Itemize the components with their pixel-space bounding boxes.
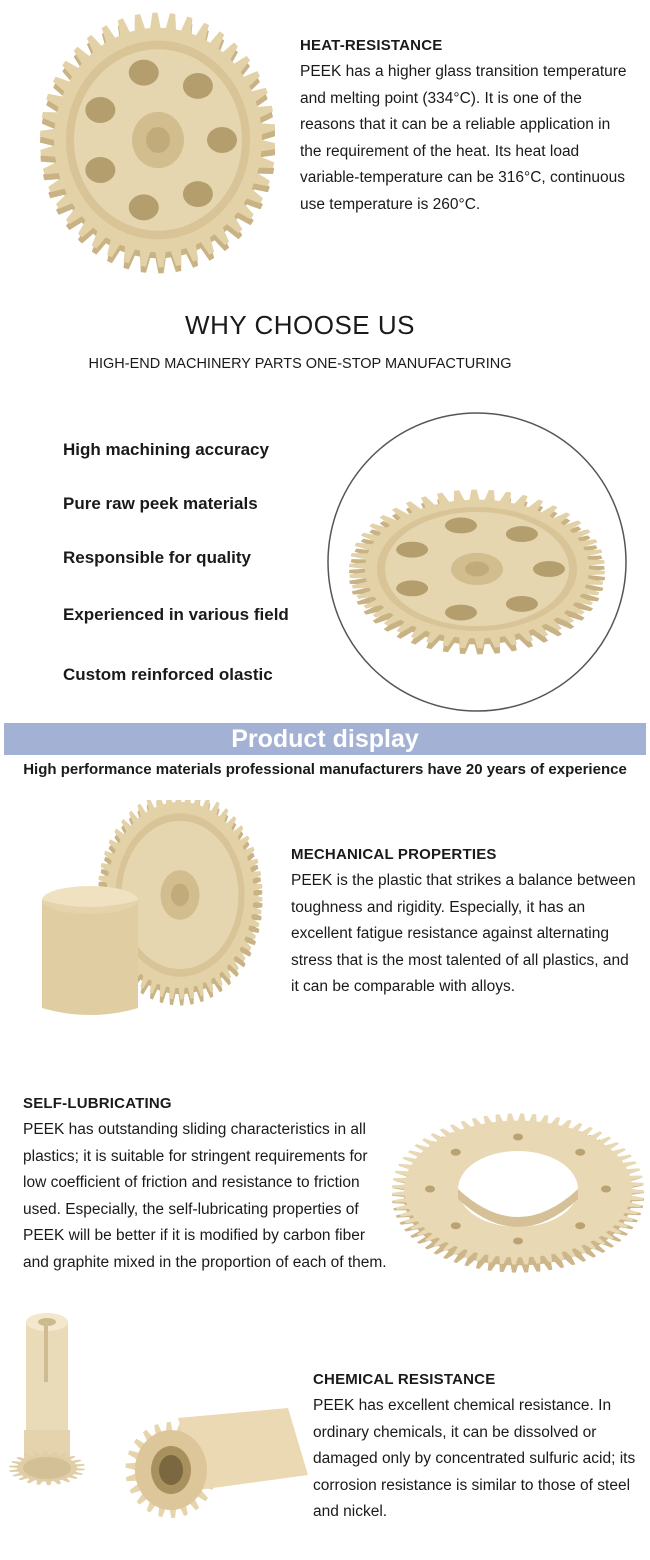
text-line: PEEK has outstanding sliding characteristics in all <box>23 1121 366 1138</box>
text-line: PEEK has a higher glass transition temperature <box>300 63 627 80</box>
feature-item: Custom reinforced olastic <box>63 665 273 684</box>
text-line: ordinary chemicals, it can be dissolved or <box>313 1423 597 1441</box>
product-display-subtitle: High performance materials professional manufacturers have 20 years of experience <box>23 761 627 778</box>
heat-resistance-text <box>300 59 627 218</box>
feature-item: Responsible for quality <box>63 548 251 567</box>
why-choose-us-subtitle: HIGH-END MACHINERY PARTS ONE-STOP MANUFACTURING <box>88 356 512 372</box>
chemical-resistance-title: CHEMICAL RESISTANCE <box>313 1371 496 1388</box>
text-line: and nickel. <box>313 1503 388 1520</box>
gear-and-cylinder-image <box>30 800 270 1025</box>
text-line: PEEK is the plastic that strikes a balance between <box>291 872 636 889</box>
text-line: use temperature is 260°C. <box>300 195 481 213</box>
text-line: it can be comparable with alloys. <box>291 978 516 995</box>
feature-item: Experienced in various field <box>63 605 289 624</box>
text-line: plastics; it is suitable for stringent requirements for <box>23 1147 368 1165</box>
text-line: toughness and rigidity. Especially, it has an <box>291 898 586 916</box>
ring-gear-image <box>390 1105 646 1275</box>
self-lubricating-title: SELF-LUBRICATING <box>23 1095 172 1112</box>
text-line: used. Especially, the self-lubricating properties of <box>23 1200 359 1218</box>
text-line: and graphite mixed in the proportion of each of them. <box>23 1253 387 1271</box>
product-display-title: Product display <box>231 725 419 753</box>
text-line: and melting point (334°C). It is one of the <box>300 89 582 107</box>
why-choose-us-title: WHY CHOOSE US <box>185 310 415 340</box>
feature-item: Pure raw peek materials <box>63 494 258 513</box>
heat-resistance-title: HEAT-RESISTANCE <box>300 37 443 54</box>
mechanical-properties-title: MECHANICAL PROPERTIES <box>291 846 497 863</box>
text-line: PEEK will be better if it is modified by carbon fiber <box>23 1227 366 1244</box>
chemical-resistance-text <box>313 1393 635 1526</box>
text-line: low coefficient of friction and resistance to friction <box>23 1174 360 1191</box>
self-lubricating-text <box>23 1117 387 1276</box>
mechanical-properties-text <box>291 868 636 1001</box>
text-line: damaged only by concentrated sulfuric acid; its <box>313 1450 636 1467</box>
text-line: reasons that it can be a reliable application in <box>300 116 611 133</box>
text-line: the requirement of the heat. Its heat load <box>300 142 580 160</box>
text-line: excellent fatigue resistance against alternating <box>291 925 609 942</box>
feature-item: High machining accuracy <box>63 440 269 459</box>
text-line: stress that is the most talented of all plastics, and <box>291 951 629 969</box>
heat-gear-image <box>40 8 275 278</box>
text-line: PEEK has excellent chemical resistance. In <box>313 1397 612 1414</box>
circle-gear-image <box>326 411 628 713</box>
text-line: corrosion resistance is similar to those of steel <box>313 1476 631 1494</box>
shaft-gears-image <box>8 1300 308 1555</box>
text-line: variable-temperature can be 316°C, continuous <box>300 169 626 186</box>
